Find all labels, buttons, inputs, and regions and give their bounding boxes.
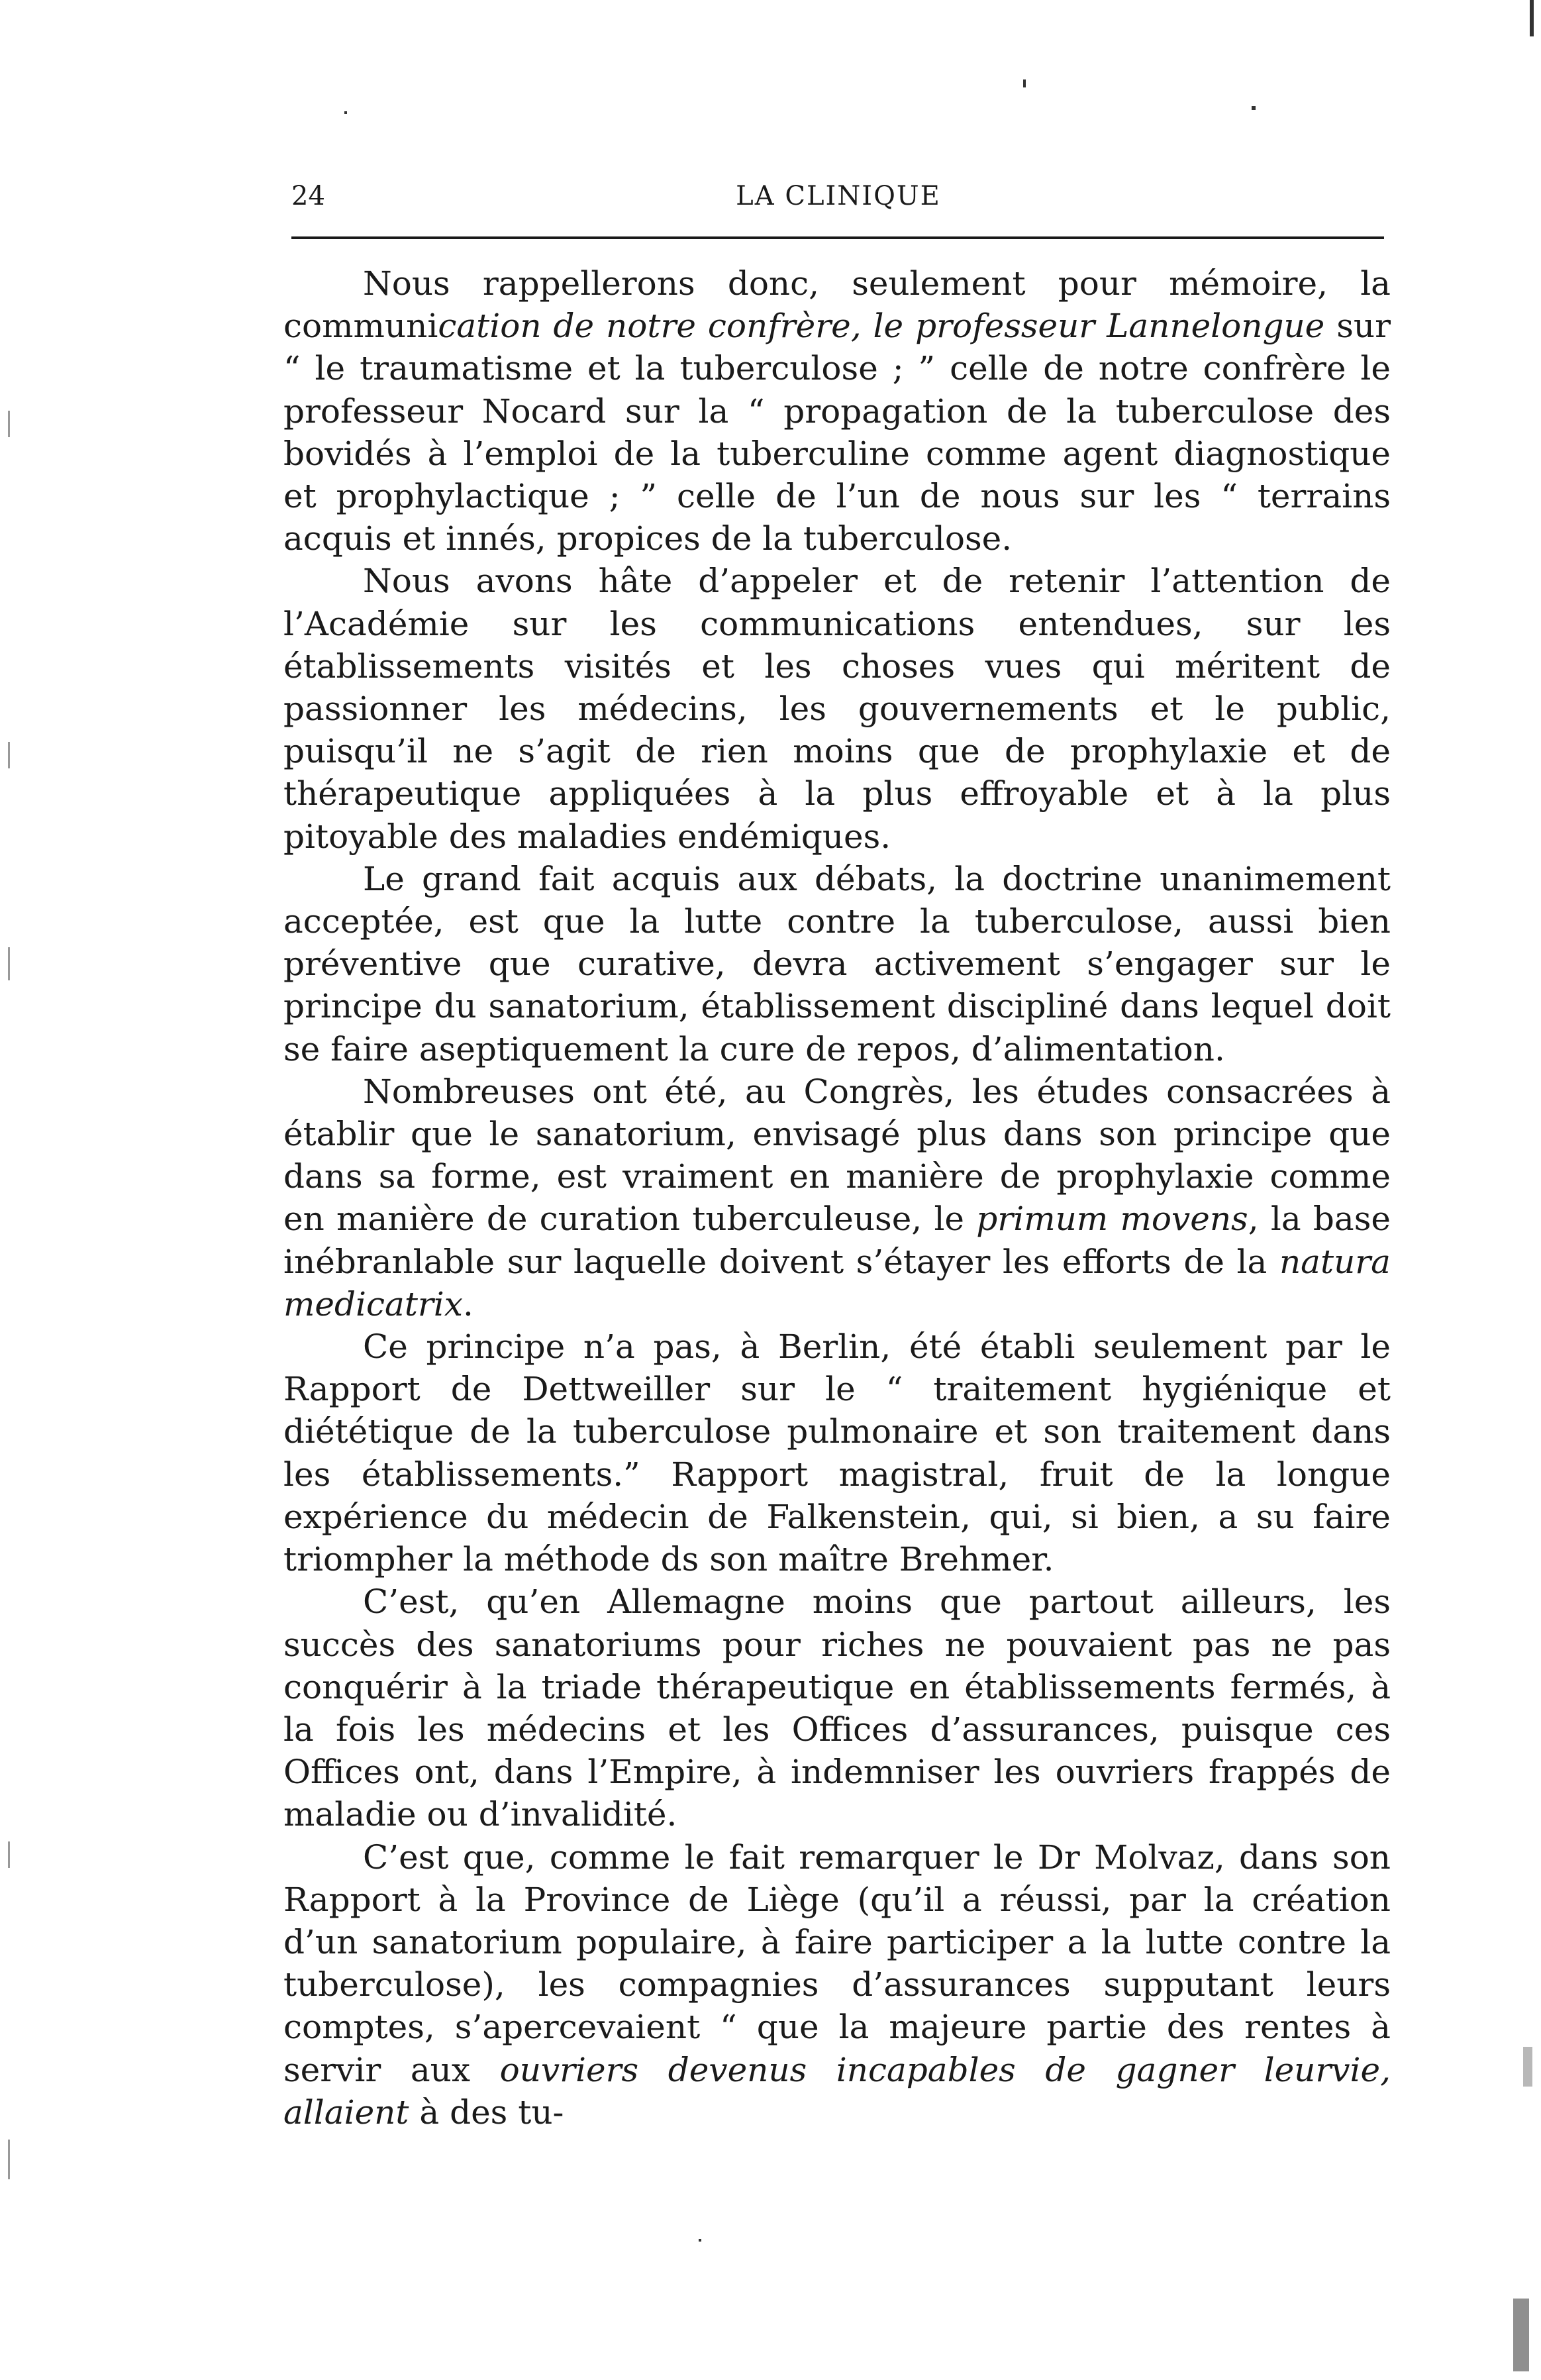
running-title: LA CLINIQUE — [736, 181, 941, 211]
scan-speck — [1252, 106, 1256, 110]
paragraph: Ce principe n’a pas, à Berlin, été établi seulement par le Rapport de Dettweiller sur le “ traitement hygiénique et diététique de la tuberculose pulmonaire et son traitement dans les établissements.” Rapport magistral, fruit de la longue expérience du médecin de Falkenstein, qui, si bien, a su faire triompher la méthode ds son maître Brehmer. — [283, 1327, 1391, 1579]
scan-speck — [8, 947, 10, 980]
paragraph: C’est que, comme le fait remarquer le Dr Molvaz, dans son Rapport à la Province de Liège (qu’il a réussi, par la création d’un sanatorium populaire, à faire participer a la lutte contre la tuberculose), les compagnies d’assurances supputant leurs comptes, s’apercevaient “ que la majeure partie des rentes à servir aux ouvriers devenus incapables de gagner leurvie, allaient à des tu- — [283, 1837, 1391, 2132]
page-number: 24 — [291, 181, 325, 211]
paragraph: Nous avons hâte d’appeler et de retenir l’attention de l’Académie sur les communications entendues, sur les établissements visités et les choses vues qui méritent de passionner les médecins, les gouvernements et le public, puisqu’il ne s’agit de rien moins que de prophylaxie et de thérapeutique appliquées à la plus effroyable et à la plus pitoyable des maladies endémiques. — [283, 562, 1391, 856]
scan-speck — [1530, 0, 1534, 36]
scan-speck — [8, 2140, 10, 2179]
paragraph: Nombreuses ont été, au Congrès, les études consacrées à établir que le sanatorium, envisagé plus dans son principe que dans sa forme, est vraiment en manière de prophylaxie comme en manière de curation tuberculeuse, le primum movens, la base inébranlable sur laquelle doivent s’étayer les efforts de la natura medicatrix. — [283, 1072, 1391, 1323]
scan-speck — [8, 1841, 10, 1868]
scan-speck — [8, 742, 10, 768]
scan-speck — [1513, 2299, 1529, 2371]
body-text — [283, 262, 1391, 2134]
scan-speck — [1523, 2047, 1532, 2087]
paragraph: Le grand fait acquis aux débats, la doctrine unanimement acceptée, est que la lutte contre la tuberculose, aussi bien préventive que curative, devra activement s’engager sur le principe du sanatorium, établissement discipliné dans lequel doit se faire aseptiquement la cure de repos, d’alimentation. — [283, 859, 1391, 1068]
page-header — [291, 176, 1385, 223]
paragraph: Nous rappellerons donc, seulement pour mémoire, la communication de notre confrère, le professeur Lannelongue sur “ le traumatisme et la tuberculose ; ” celle de notre confrère le professeur Nocard sur la “ propagation de la tuberculose des bovidés à l’emploi de la tuberculine comme agent diagnostique et prophylactique ; ” celle de l’un de nous sur les “ terrains acquis et innés, propices de la tuberculose. — [283, 264, 1391, 558]
scan-speck — [1023, 79, 1026, 87]
scan-speck — [8, 411, 10, 437]
scan-speck — [699, 2239, 701, 2242]
paragraph: C’est, qu’en Allemagne moins que partout ailleurs, les succès des sanatoriums pour riches ne pouvaient pas ne pas conquérir à la triade thérapeutique en établissements fermés, à la fois les médecins et les Offices d’assurances, puisque ces Offices ont, dans l’Empire, à indemniser les ouvriers frappés de maladie ou d’invalidité. — [283, 1582, 1391, 1834]
scan-speck — [344, 111, 347, 114]
header-rule — [291, 236, 1384, 239]
